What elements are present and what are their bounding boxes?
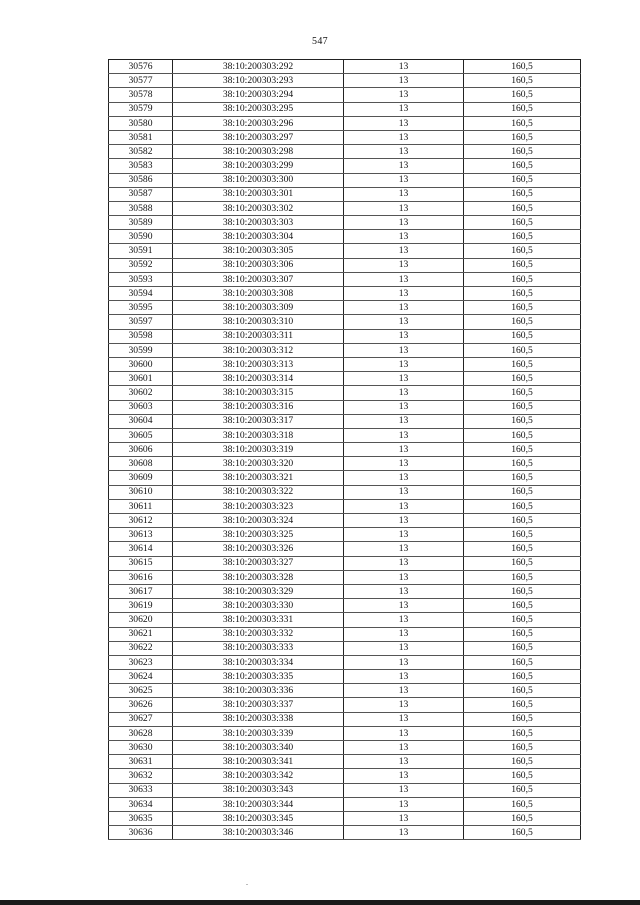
quantity-cell: 13: [344, 301, 464, 315]
cadastral-number-cell: 38:10:200303:333: [173, 641, 344, 655]
row-number-cell: 30597: [109, 315, 173, 329]
row-number-cell: 30627: [109, 712, 173, 726]
table-row: [109, 783, 581, 797]
area-cell: 160,5: [464, 428, 581, 442]
cadastral-number-cell: 38:10:200303:340: [173, 741, 344, 755]
cadastral-number-cell: 38:10:200303:317: [173, 414, 344, 428]
area-cell: 160,5: [464, 670, 581, 684]
cadastral-number-cell: 38:10:200303:315: [173, 386, 344, 400]
area-cell: 160,5: [464, 599, 581, 613]
area-cell: 160,5: [464, 514, 581, 528]
area-cell: 160,5: [464, 145, 581, 159]
quantity-cell: 13: [344, 230, 464, 244]
area-cell: 160,5: [464, 201, 581, 215]
area-cell: 160,5: [464, 74, 581, 88]
row-number-cell: 30620: [109, 613, 173, 627]
quantity-cell: 13: [344, 187, 464, 201]
row-number-cell: 30592: [109, 258, 173, 272]
row-number-cell: 30588: [109, 201, 173, 215]
quantity-cell: 13: [344, 528, 464, 542]
quantity-cell: 13: [344, 826, 464, 840]
table-row: [109, 400, 581, 414]
quantity-cell: 13: [344, 414, 464, 428]
table-row: [109, 187, 581, 201]
cadastral-number-cell: 38:10:200303:334: [173, 655, 344, 669]
quantity-cell: 13: [344, 726, 464, 740]
quantity-cell: 13: [344, 443, 464, 457]
quantity-cell: 13: [344, 372, 464, 386]
area-cell: 160,5: [464, 116, 581, 130]
cadastral-number-cell: 38:10:200303:305: [173, 244, 344, 258]
cadastral-number-cell: 38:10:200303:300: [173, 173, 344, 187]
cadastral-number-cell: 38:10:200303:307: [173, 272, 344, 286]
area-cell: 160,5: [464, 414, 581, 428]
quantity-cell: 13: [344, 173, 464, 187]
quantity-cell: 13: [344, 386, 464, 400]
row-number-cell: 30630: [109, 741, 173, 755]
row-number-cell: 30628: [109, 726, 173, 740]
table-row: [109, 570, 581, 584]
quantity-cell: 13: [344, 258, 464, 272]
area-cell: 160,5: [464, 258, 581, 272]
area-cell: 160,5: [464, 797, 581, 811]
area-cell: 160,5: [464, 528, 581, 542]
quantity-cell: 13: [344, 74, 464, 88]
row-number-cell: 30631: [109, 755, 173, 769]
table-row: [109, 499, 581, 513]
row-number-cell: 30605: [109, 428, 173, 442]
area-cell: 160,5: [464, 726, 581, 740]
area-cell: 160,5: [464, 655, 581, 669]
row-number-cell: 30579: [109, 102, 173, 116]
cadastral-number-cell: 38:10:200303:318: [173, 428, 344, 442]
table-row: [109, 811, 581, 825]
cadastral-number-cell: 38:10:200303:330: [173, 599, 344, 613]
row-number-cell: 30594: [109, 287, 173, 301]
cadastral-number-cell: 38:10:200303:310: [173, 315, 344, 329]
area-cell: 160,5: [464, 372, 581, 386]
table-row: [109, 287, 581, 301]
quantity-cell: 13: [344, 315, 464, 329]
area-cell: 160,5: [464, 329, 581, 343]
table-row: [109, 329, 581, 343]
row-number-cell: 30610: [109, 485, 173, 499]
cadastral-number-cell: 38:10:200303:325: [173, 528, 344, 542]
table-row: [109, 88, 581, 102]
cadastral-number-cell: 38:10:200303:321: [173, 471, 344, 485]
quantity-cell: 13: [344, 769, 464, 783]
cadastral-number-cell: 38:10:200303:326: [173, 542, 344, 556]
table-row: [109, 230, 581, 244]
row-number-cell: 30599: [109, 343, 173, 357]
cadastral-number-cell: 38:10:200303:332: [173, 627, 344, 641]
page-number: 547: [312, 36, 328, 47]
row-number-cell: 30609: [109, 471, 173, 485]
table-row: [109, 599, 581, 613]
area-cell: 160,5: [464, 443, 581, 457]
cadastral-number-cell: 38:10:200303:319: [173, 443, 344, 457]
area-cell: 160,5: [464, 641, 581, 655]
quantity-cell: 13: [344, 287, 464, 301]
quantity-cell: 13: [344, 712, 464, 726]
quantity-cell: 13: [344, 428, 464, 442]
cadastral-number-cell: 38:10:200303:338: [173, 712, 344, 726]
area-cell: 160,5: [464, 343, 581, 357]
table-row: [109, 684, 581, 698]
cadastral-number-cell: 38:10:200303:316: [173, 400, 344, 414]
row-number-cell: 30613: [109, 528, 173, 542]
quantity-cell: 13: [344, 627, 464, 641]
row-number-cell: 30624: [109, 670, 173, 684]
row-number-cell: 30621: [109, 627, 173, 641]
table-row: [109, 102, 581, 116]
row-number-cell: 30619: [109, 599, 173, 613]
table-row: [109, 514, 581, 528]
table-row: [109, 74, 581, 88]
quantity-cell: 13: [344, 755, 464, 769]
quantity-cell: 13: [344, 343, 464, 357]
quantity-cell: 13: [344, 613, 464, 627]
table-row: [109, 641, 581, 655]
table-row: [109, 357, 581, 371]
quantity-cell: 13: [344, 357, 464, 371]
table-row: [109, 315, 581, 329]
row-number-cell: 30581: [109, 130, 173, 144]
cadastral-number-cell: 38:10:200303:345: [173, 811, 344, 825]
cadastral-number-cell: 38:10:200303:331: [173, 613, 344, 627]
row-number-cell: 30602: [109, 386, 173, 400]
area-cell: 160,5: [464, 499, 581, 513]
area-cell: 160,5: [464, 272, 581, 286]
area-cell: 160,5: [464, 102, 581, 116]
quantity-cell: 13: [344, 599, 464, 613]
cadastral-number-cell: 38:10:200303:297: [173, 130, 344, 144]
cadastral-number-cell: 38:10:200303:341: [173, 755, 344, 769]
quantity-cell: 13: [344, 329, 464, 343]
area-cell: 160,5: [464, 357, 581, 371]
area-cell: 160,5: [464, 400, 581, 414]
row-number-cell: 30634: [109, 797, 173, 811]
cadastral-number-cell: 38:10:200303:346: [173, 826, 344, 840]
cadastral-number-cell: 38:10:200303:304: [173, 230, 344, 244]
area-cell: 160,5: [464, 684, 581, 698]
area-cell: 160,5: [464, 301, 581, 315]
table-row: [109, 741, 581, 755]
row-number-cell: 30615: [109, 556, 173, 570]
cadastral-number-cell: 38:10:200303:295: [173, 102, 344, 116]
table-row: [109, 372, 581, 386]
area-cell: 160,5: [464, 244, 581, 258]
row-number-cell: 30600: [109, 357, 173, 371]
quantity-cell: 13: [344, 783, 464, 797]
row-number-cell: 30576: [109, 60, 173, 74]
row-number-cell: 30587: [109, 187, 173, 201]
area-cell: 160,5: [464, 712, 581, 726]
row-number-cell: 30617: [109, 584, 173, 598]
table-row: [109, 60, 581, 74]
table-row: [109, 116, 581, 130]
table-row: [109, 670, 581, 684]
cadastral-number-cell: 38:10:200303:336: [173, 684, 344, 698]
row-number-cell: 30601: [109, 372, 173, 386]
area-cell: 160,5: [464, 216, 581, 230]
quantity-cell: 13: [344, 670, 464, 684]
row-number-cell: 30595: [109, 301, 173, 315]
table-row: [109, 726, 581, 740]
area-cell: 160,5: [464, 187, 581, 201]
table-row: [109, 485, 581, 499]
quantity-cell: 13: [344, 471, 464, 485]
row-number-cell: 30603: [109, 400, 173, 414]
table-row: [109, 145, 581, 159]
area-cell: 160,5: [464, 159, 581, 173]
row-number-cell: 30598: [109, 329, 173, 343]
area-cell: 160,5: [464, 173, 581, 187]
table-row: [109, 712, 581, 726]
cadastral-number-cell: 38:10:200303:329: [173, 584, 344, 598]
quantity-cell: 13: [344, 88, 464, 102]
row-number-cell: 30622: [109, 641, 173, 655]
table-row: [109, 698, 581, 712]
area-cell: 160,5: [464, 485, 581, 499]
row-number-cell: 30578: [109, 88, 173, 102]
row-number-cell: 30586: [109, 173, 173, 187]
scan-bottom-edge: [0, 900, 640, 905]
quantity-cell: 13: [344, 684, 464, 698]
row-number-cell: 30593: [109, 272, 173, 286]
row-number-cell: 30590: [109, 230, 173, 244]
quantity-cell: 13: [344, 797, 464, 811]
quantity-cell: 13: [344, 570, 464, 584]
row-number-cell: 30614: [109, 542, 173, 556]
area-cell: 160,5: [464, 741, 581, 755]
quantity-cell: 13: [344, 457, 464, 471]
area-cell: 160,5: [464, 698, 581, 712]
area-cell: 160,5: [464, 769, 581, 783]
quantity-cell: 13: [344, 698, 464, 712]
quantity-cell: 13: [344, 556, 464, 570]
cadastral-number-cell: 38:10:200303:324: [173, 514, 344, 528]
row-number-cell: 30612: [109, 514, 173, 528]
area-cell: 160,5: [464, 811, 581, 825]
quantity-cell: 13: [344, 159, 464, 173]
cadastral-number-cell: 38:10:200303:312: [173, 343, 344, 357]
cadastral-number-cell: 38:10:200303:322: [173, 485, 344, 499]
table-row: [109, 655, 581, 669]
row-number-cell: 30589: [109, 216, 173, 230]
row-number-cell: 30626: [109, 698, 173, 712]
cadastral-number-cell: 38:10:200303:293: [173, 74, 344, 88]
area-cell: 160,5: [464, 457, 581, 471]
quantity-cell: 13: [344, 499, 464, 513]
table-row: [109, 201, 581, 215]
quantity-cell: 13: [344, 514, 464, 528]
area-cell: 160,5: [464, 130, 581, 144]
row-number-cell: 30604: [109, 414, 173, 428]
table-row: [109, 471, 581, 485]
table-body: [109, 60, 581, 840]
table-row: [109, 159, 581, 173]
row-number-cell: 30635: [109, 811, 173, 825]
cadastral-number-cell: 38:10:200303:337: [173, 698, 344, 712]
area-cell: 160,5: [464, 88, 581, 102]
quantity-cell: 13: [344, 741, 464, 755]
table-row: [109, 542, 581, 556]
table-row: [109, 130, 581, 144]
cadastral-number-cell: 38:10:200303:311: [173, 329, 344, 343]
cadastral-number-cell: 38:10:200303:298: [173, 145, 344, 159]
quantity-cell: 13: [344, 145, 464, 159]
quantity-cell: 13: [344, 60, 464, 74]
area-cell: 160,5: [464, 315, 581, 329]
table-row: [109, 414, 581, 428]
row-number-cell: 30608: [109, 457, 173, 471]
area-cell: 160,5: [464, 584, 581, 598]
table-row: [109, 797, 581, 811]
cadastral-number-cell: 38:10:200303:302: [173, 201, 344, 215]
cadastral-number-cell: 38:10:200303:342: [173, 769, 344, 783]
quantity-cell: 13: [344, 116, 464, 130]
row-number-cell: 30591: [109, 244, 173, 258]
cadastral-number-cell: 38:10:200303:327: [173, 556, 344, 570]
quantity-cell: 13: [344, 272, 464, 286]
table-row: [109, 627, 581, 641]
cadastral-number-cell: 38:10:200303:344: [173, 797, 344, 811]
table-row: [109, 826, 581, 840]
table-row: [109, 755, 581, 769]
area-cell: 160,5: [464, 556, 581, 570]
scan-speck: [246, 884, 248, 885]
cadastral-number-cell: 38:10:200303:303: [173, 216, 344, 230]
table-row: [109, 244, 581, 258]
row-number-cell: 30632: [109, 769, 173, 783]
table-row: [109, 258, 581, 272]
quantity-cell: 13: [344, 485, 464, 499]
area-cell: 160,5: [464, 386, 581, 400]
cadastral-number-cell: 38:10:200303:335: [173, 670, 344, 684]
table-row: [109, 556, 581, 570]
cadastral-number-cell: 38:10:200303:323: [173, 499, 344, 513]
table-row: [109, 272, 581, 286]
table-row: [109, 443, 581, 457]
quantity-cell: 13: [344, 201, 464, 215]
table-row: [109, 386, 581, 400]
quantity-cell: 13: [344, 655, 464, 669]
cadastral-number-cell: 38:10:200303:328: [173, 570, 344, 584]
cadastral-number-cell: 38:10:200303:320: [173, 457, 344, 471]
row-number-cell: 30625: [109, 684, 173, 698]
row-number-cell: 30583: [109, 159, 173, 173]
row-number-cell: 30582: [109, 145, 173, 159]
cadastral-number-cell: 38:10:200303:296: [173, 116, 344, 130]
cadastral-number-cell: 38:10:200303:309: [173, 301, 344, 315]
quantity-cell: 13: [344, 641, 464, 655]
row-number-cell: 30633: [109, 783, 173, 797]
area-cell: 160,5: [464, 613, 581, 627]
row-number-cell: 30636: [109, 826, 173, 840]
area-cell: 160,5: [464, 542, 581, 556]
quantity-cell: 13: [344, 244, 464, 258]
row-number-cell: 30611: [109, 499, 173, 513]
table-row: [109, 216, 581, 230]
area-cell: 160,5: [464, 230, 581, 244]
cadastral-number-cell: 38:10:200303:308: [173, 287, 344, 301]
table-row: [109, 301, 581, 315]
quantity-cell: 13: [344, 102, 464, 116]
cadastral-number-cell: 38:10:200303:306: [173, 258, 344, 272]
quantity-cell: 13: [344, 584, 464, 598]
area-cell: 160,5: [464, 826, 581, 840]
cadastral-table: [108, 59, 581, 840]
row-number-cell: 30623: [109, 655, 173, 669]
quantity-cell: 13: [344, 130, 464, 144]
cadastral-number-cell: 38:10:200303:301: [173, 187, 344, 201]
area-cell: 160,5: [464, 755, 581, 769]
cadastral-number-cell: 38:10:200303:294: [173, 88, 344, 102]
cadastral-number-cell: 38:10:200303:292: [173, 60, 344, 74]
area-cell: 160,5: [464, 627, 581, 641]
area-cell: 160,5: [464, 471, 581, 485]
area-cell: 160,5: [464, 287, 581, 301]
table-row: [109, 528, 581, 542]
table-row: [109, 343, 581, 357]
cadastral-number-cell: 38:10:200303:343: [173, 783, 344, 797]
table-row: [109, 769, 581, 783]
cadastral-number-cell: 38:10:200303:313: [173, 357, 344, 371]
cadastral-number-cell: 38:10:200303:339: [173, 726, 344, 740]
row-number-cell: 30606: [109, 443, 173, 457]
quantity-cell: 13: [344, 542, 464, 556]
area-cell: 160,5: [464, 570, 581, 584]
quantity-cell: 13: [344, 400, 464, 414]
area-cell: 160,5: [464, 783, 581, 797]
area-cell: 160,5: [464, 60, 581, 74]
quantity-cell: 13: [344, 811, 464, 825]
table-row: [109, 584, 581, 598]
table-row: [109, 613, 581, 627]
cadastral-number-cell: 38:10:200303:299: [173, 159, 344, 173]
row-number-cell: 30577: [109, 74, 173, 88]
cadastral-number-cell: 38:10:200303:314: [173, 372, 344, 386]
table-row: [109, 428, 581, 442]
quantity-cell: 13: [344, 216, 464, 230]
row-number-cell: 30616: [109, 570, 173, 584]
table-row: [109, 173, 581, 187]
table-row: [109, 457, 581, 471]
row-number-cell: 30580: [109, 116, 173, 130]
